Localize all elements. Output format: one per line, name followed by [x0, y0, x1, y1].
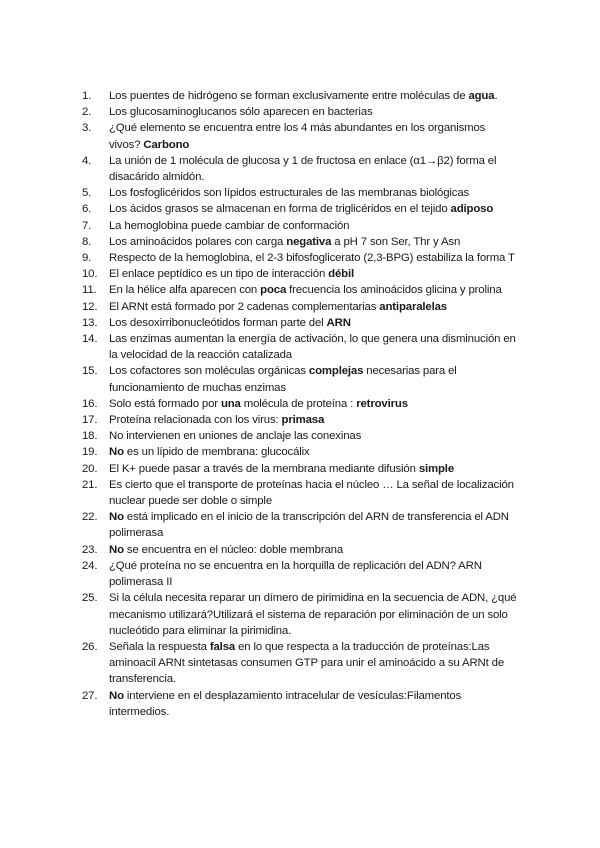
text-segment: Los desoxirribonucleótidos forman parte del	[109, 316, 327, 329]
list-item-text	[109, 301, 447, 313]
list-item-number: 6.	[82, 203, 92, 216]
list-item-text	[109, 430, 361, 442]
text-segment: El enlace peptídico es un tipo de interacción	[109, 268, 329, 281]
bold-keyword: una	[220, 397, 241, 410]
list-item-number: 21.	[82, 478, 98, 491]
list-item-text	[109, 333, 516, 361]
list-item	[82, 299, 519, 315]
text-segment: frecuencia los aminoácidos glicina y prolina	[286, 284, 502, 297]
list-item	[82, 639, 519, 688]
list-item	[82, 412, 519, 428]
bold-keyword: Carbono	[143, 138, 190, 151]
list-item	[82, 688, 519, 720]
list-item-text	[109, 187, 469, 199]
list-item	[82, 282, 519, 298]
text-segment: Respecto de la hemoglobina, el 2-3 bifosfoglicerato (2,3-BPG) estabiliza la forma T	[109, 252, 515, 265]
list-item-text	[109, 446, 310, 458]
list-item-number: 3.	[82, 122, 92, 135]
text-segment: Proteína relacionada con los virus:	[109, 414, 282, 427]
text-segment: El K+ puede pasar a través de la membrana mediante difusión	[109, 462, 419, 475]
list-item-number: 9.	[82, 252, 92, 265]
bold-keyword: No	[109, 543, 124, 556]
list-item-number: 5.	[82, 187, 92, 200]
list-item-text	[109, 284, 502, 296]
list-item-text	[109, 106, 373, 118]
text-segment: Señala la respuesta	[109, 640, 210, 653]
list-item-text	[109, 592, 517, 636]
text-segment: En la hélice alfa aparecen con	[109, 284, 261, 297]
text-segment: Es cierto que el transporte de proteínas hacia el núcleo … La señal de localización nuclear puede ser doble o simple	[109, 478, 514, 508]
list-item-text	[109, 641, 504, 685]
list-item	[82, 509, 519, 541]
list-item-number: 17.	[82, 414, 98, 427]
text-segment: No intervienen en uniones de anclaje las conexinas	[109, 430, 362, 443]
text-segment: El ARNt está formado por 2 cadenas complementarias	[109, 300, 380, 313]
text-segment: se encuentra en el núcleo: doble membrana	[123, 543, 344, 556]
bold-keyword: negativa	[286, 235, 332, 248]
list-item	[82, 88, 519, 104]
list-item-text	[109, 317, 351, 329]
question-list	[0, 88, 600, 720]
text-segment: necesarias para el funcionamiento de muchas enzimas	[109, 365, 457, 394]
bold-keyword: No	[109, 689, 124, 702]
text-segment: Los cofactores son moléculas orgánicas	[109, 365, 309, 378]
list-item	[82, 396, 519, 412]
list-item-number: 4.	[82, 154, 92, 167]
list-item-number: 27.	[82, 689, 98, 702]
bold-keyword: No	[109, 446, 124, 459]
list-item-number: 7.	[82, 219, 92, 232]
text-segment: ¿Qué proteína no se encuentra en la horquilla de replicación del ADN? ARN polimerasa II	[109, 559, 482, 589]
list-item-number: 19.	[82, 446, 98, 459]
list-item	[82, 542, 519, 558]
list-item-text	[109, 252, 515, 264]
list-item-text	[109, 155, 496, 183]
bold-keyword: primasa	[281, 414, 325, 427]
text-segment: es un lípido de membrana: glucocálix	[123, 446, 310, 459]
list-item-text	[109, 479, 514, 507]
list-item-number: 11.	[82, 284, 97, 297]
list-item-number: 10.	[82, 268, 98, 281]
list-item-number: 2.	[82, 106, 92, 119]
list-item	[82, 234, 519, 250]
list-item	[82, 444, 519, 460]
bold-keyword: agua	[468, 90, 495, 102]
list-item-number: 20.	[82, 462, 98, 475]
list-item-text	[109, 203, 493, 215]
list-item	[82, 104, 519, 120]
list-item-text	[109, 511, 509, 539]
text-segment: Los puentes de hidrógeno se forman exclusivamente entre moléculas de	[109, 90, 469, 102]
list-item-number: 15.	[82, 365, 98, 378]
text-segment: Los fosfoglicéridos son lípidos estructurales de las membranas biológicas	[109, 187, 470, 200]
text-segment: .	[494, 90, 498, 102]
list-item	[82, 461, 519, 477]
list-item	[82, 185, 519, 201]
bold-keyword: complejas	[308, 365, 364, 378]
list-item	[82, 218, 519, 234]
list-item-text	[109, 560, 482, 588]
list-item-number: 23.	[82, 543, 98, 556]
text-segment: Los ácidos grasos se almacenan en forma de triglicéridos en el tejido	[109, 203, 451, 216]
list-item-text	[109, 365, 457, 393]
text-segment: molécula de proteína :	[240, 397, 357, 410]
text-segment: está implicado en el inicio de la transcripción del ARN de transferencia el ADN polimerasa	[109, 511, 509, 540]
list-item-number: 13.	[82, 316, 98, 329]
list-item-text	[109, 122, 485, 150]
list-item	[82, 201, 519, 217]
list-item	[82, 590, 519, 639]
list-item-number: 16.	[82, 397, 98, 410]
bold-keyword: débil	[328, 268, 355, 281]
text-segment: interviene en el desplazamiento intracelular de vesículas:Filamentos intermedios.	[109, 689, 462, 718]
list-item	[82, 428, 519, 444]
list-item-text	[109, 90, 497, 102]
bold-keyword: ARN	[326, 316, 351, 329]
list-item-text	[109, 414, 324, 426]
text-segment: Los glucosaminoglucanos sólo aparecen en bacterias	[109, 106, 373, 119]
list-item-text	[109, 236, 460, 248]
bold-keyword: simple	[418, 462, 454, 475]
text-segment: en lo que respecta a la traducción de proteínas:Las aminoacil ARNt sintetasas consumen GTP para unir el aminoácido a su ARNt de transferencia.	[109, 640, 505, 686]
list-item	[82, 120, 519, 152]
text-segment: La hemoglobina puede cambiar de conformación	[109, 219, 350, 232]
list-item-number: 18.	[82, 430, 98, 443]
list-item	[82, 558, 519, 590]
text-segment: ¿Qué elemento se encuentra entre los 4 más abundantes en los organismos vivos?	[109, 122, 486, 151]
bold-keyword: adiposo	[450, 203, 494, 216]
text-segment: La unión de 1 molécula de glucosa y 1 de fructosa en enlace (α1→β2) forma el disacárido almidón.	[109, 154, 497, 184]
list-item-number: 14.	[82, 333, 98, 346]
list-item-number: 12.	[82, 300, 98, 313]
text-segment: Las enzimas aumentan la energía de activación, lo que genera una disminución en la velocidad de la reacción catalizada	[109, 333, 516, 362]
bold-keyword: poca	[260, 284, 287, 297]
list-item-number: 22.	[82, 511, 98, 524]
list-item-number: 8.	[82, 235, 92, 248]
text-segment: a pH 7 son Ser, Thr y Asn	[331, 235, 461, 248]
list-item-text	[109, 463, 454, 475]
bold-keyword: antiparalelas	[379, 300, 447, 313]
text-segment: Si la célula necesita reparar un dímero de pirimidina en la secuencia de ADN, ¿qué mecanismo utilizará?Utilizará el sistema de reparación por eliminación de un solo nucleótido para eliminar la pirimidina.	[109, 592, 517, 637]
list-item-text	[109, 690, 461, 718]
list-item-text	[109, 398, 408, 410]
list-item-text	[109, 220, 349, 232]
list-item-text	[109, 268, 354, 280]
bold-keyword: retrovirus	[356, 397, 408, 410]
list-item	[82, 250, 519, 266]
list-item	[82, 153, 519, 185]
list-item	[82, 315, 519, 331]
list-item-number: 25.	[82, 592, 98, 605]
list-item	[82, 477, 519, 509]
list-item-number: 1.	[82, 90, 92, 102]
list-item	[82, 363, 519, 395]
list-item-text	[109, 544, 343, 556]
list-item-number: 24.	[82, 559, 98, 572]
text-segment: Los aminoácidos polares con carga	[109, 235, 287, 248]
list-item-number: 26.	[82, 640, 98, 653]
text-segment: Solo está formado por	[109, 397, 221, 410]
bold-keyword: No	[109, 511, 124, 524]
list-item	[82, 331, 519, 363]
bold-keyword: falsa	[209, 640, 236, 653]
list-item	[82, 266, 519, 282]
